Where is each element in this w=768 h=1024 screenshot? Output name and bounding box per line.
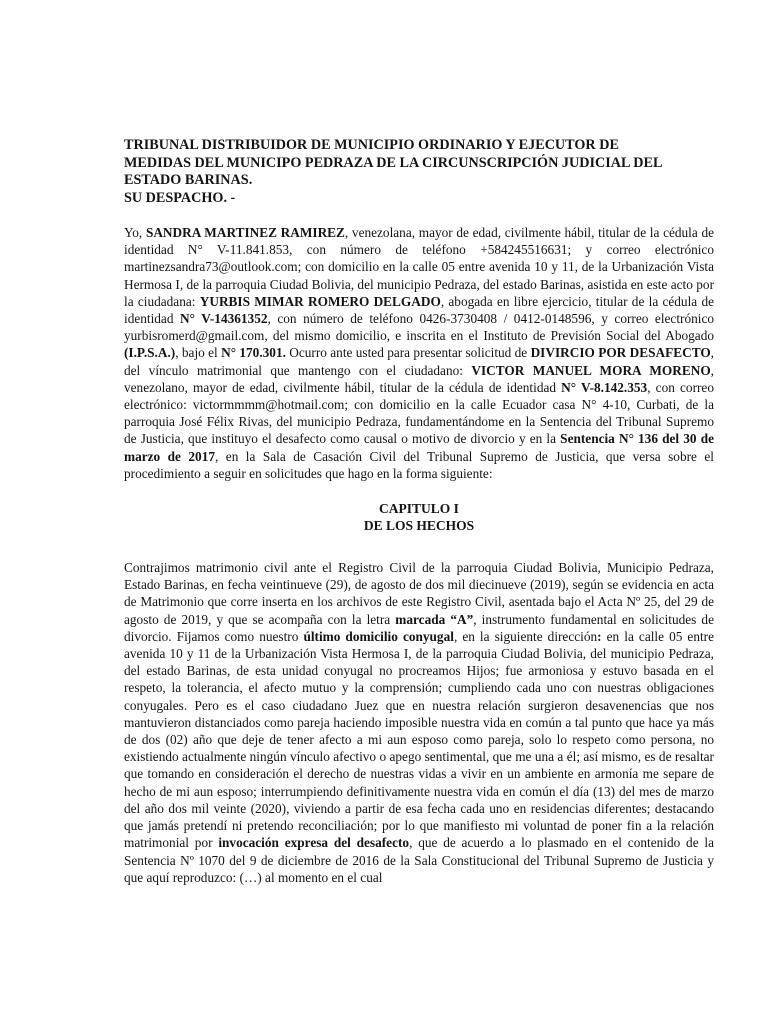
chapter-heading <box>124 500 714 534</box>
text-run: , en la Sala de Casación Civil del Tribunal Supremo de Justicia, que versa sobre el procedimiento a seguir en solicitudes que hago en la forma siguiente: <box>124 448 714 481</box>
text-run: , instrumento fundamental en solicitudes de divorcio. Fijamos como nuestro <box>124 611 714 644</box>
bold-text-run: DIVIRCIO POR DESAFECTO <box>530 345 711 361</box>
bold-text-run: N° 170.301. <box>221 345 286 361</box>
text-run: , abogada en libre ejercicio, titular de la cédula de identidad <box>124 293 714 327</box>
text-run: , venezolana, mayor de edad, civilmente hábil, titular de la cédula de identidad N° V-11.841.853, con número de teléfono +584245516631; y correo electrónico martinezsandra73@outlook.com; con domicilio en la calle 05 entre avenida 10 y 11, de la Urbanización Vista Hermosa I, de la parroquia Ciudad Bolivia, del municipio Pedraza, del estado Barinas, asistida en este acto por la ciudadana: <box>124 225 715 309</box>
bold-text-run: Sentencia N° 136 del 30 de marzo de 2017 <box>124 431 714 464</box>
bold-text-run: YURBIS MIMAR ROMERO DELGADO <box>199 293 441 309</box>
court-header-line: TRIBUNAL DISTRIBUIDOR DE MUNICIPIO ORDINARIO Y EJECUTOR DE <box>124 137 619 153</box>
document-body <box>124 137 714 886</box>
bold-text-run: (I.P.S.A.) <box>124 345 176 361</box>
bold-text-run: invocación expresa del desafecto <box>218 835 410 851</box>
facts-paragraph <box>124 559 714 886</box>
court-header-line: MEDIDAS DEL MUNICIPO PEDRAZA DE LA CIRCUNSCRIPCIÓN JUDICIAL DEL <box>124 154 663 171</box>
bold-text-run: N° V-8.142.353 <box>561 379 648 395</box>
bold-text-run: N° V-14361352 <box>180 311 268 327</box>
bold-text-run: VICTOR MANUEL MORA MORENO <box>471 362 711 378</box>
chapter-number: CAPITULO I <box>379 501 459 517</box>
text-run: Yo, <box>124 225 146 240</box>
text-run: en la calle 05 entre avenida 10 y 11 de la Urbanización Vista Hermosa I, de la parroquia Ciudad Bolivia, del municipio Pedraza, del estado Barinas, de esta unidad conyugal no procreamos Hijos; fue armoniosa y estuvo basada en el respeto, la tolerancia, el afecto mutuo y la comprensión; cumpliendo cada uno con nuestras obligaciones conyugales. Pero es el caso ciudadano Juez que en nuestra relación surgieron desavenencias que nos mantuvieron distanciados como pareja haciendo imposible nuestra vida en común a tal punto que hace ya más de dos (02) año que deje de tener afecto a mi aun esposo como pareja, solo lo respeto como persona, no existiendo actualmente ningún vínculo afectivo o apego sentimental, que me una a él; así mismo, es de resaltar que tomando en consideración el derecho de nuestras vidas a vivir en un ambiente en armonía me separe de hecho de mi aun esposo; interrumpiendo definitivamente nuestra vida en común el día (13) del mes de marzo del año dos mil veinte (2020), viviendo a partir de esa fecha cada uno en residencias diferentes; destacando que jamás pretendí ni pretendo reconciliación; por lo que manifiesto mi voluntad de poner fin a la relación matrimonial por <box>124 628 715 851</box>
text-run: , con correo electrónico: victormmmm@hotmail.com; con domicilio en la calle Ecuador casa N° 4-10, Curbati, de la parroquia José Félix Rivas, del municipio Pedraza, fundamentándome en la Sentencia del Tribunal Supremo de Justicia, que instituyo el desafecto como causal o motivo de divorcio y en la <box>124 379 714 447</box>
bold-text-run: : <box>597 628 602 644</box>
bold-text-run: SANDRA MARTINEZ RAMIREZ <box>145 225 345 240</box>
bold-text-run: último domicilio conyugal <box>303 628 454 644</box>
text-run: , con número de teléfono 0426-3730408 / 0412-0148596, y correo electrónico yurbisromerd@gmail.com, del mismo domicilio, e inscrita en el Instituto de Previsión Social del Abogado <box>124 311 714 344</box>
text-run: , venezolano, mayor de edad, civilmente hábil, titular de la cédula de identidad <box>124 362 714 395</box>
text-run: Ocurro ante usted para presentar solicitud de <box>285 345 531 361</box>
intro-paragraph <box>124 224 714 482</box>
text-run: , en la siguiente dirección <box>453 628 598 644</box>
court-header-line: SU DESPACHO. - <box>124 189 236 206</box>
text-run: , del vínculo matrimonial que mantengo con el ciudadano: <box>124 345 714 378</box>
text-run: , que de acuerdo a lo plasmado en el contenido de la Sentencia Nº 1070 del 9 de diciembre de 2016 de la Sala Constitucional del Tribunal Supremo de Justicia y que aquí reproduzco: (…) al momento en el cual <box>124 835 714 885</box>
text-run: , bajo el <box>175 345 222 361</box>
text-run: Contrajimos matrimonio civil ante el Registro Civil de la parroquia Ciudad Bolivia, Municipio Pedraza, Estado Barinas, en fecha veintinueve (29), de agosto de dos mil diecinueve (2019), según se evidencia en acta de Matrimonio que corre inserta en los archivos de este Registro Civil, asentada bajo el Acta Nº 25, del 29 de agosto de 2019, y que se acompaña con la letra <box>124 560 714 627</box>
chapter-title: DE LOS HECHOS <box>363 518 475 534</box>
court-header <box>124 137 714 207</box>
court-header-line: ESTADO BARINAS. <box>124 172 253 188</box>
bold-text-run: marcada “A” <box>395 611 474 627</box>
